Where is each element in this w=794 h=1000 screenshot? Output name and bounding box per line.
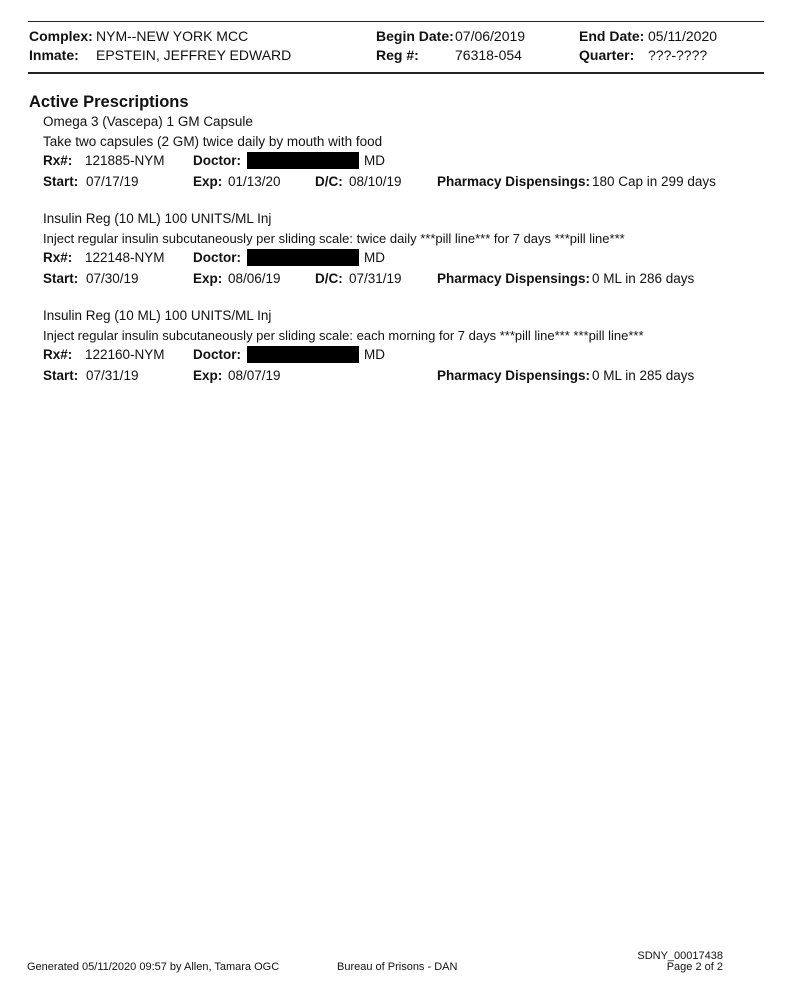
reg-label: Reg #: — [376, 47, 419, 63]
begin-date-value: 07/06/2019 — [455, 28, 526, 44]
inmate-label: Inmate: — [29, 47, 79, 63]
pharmacy-dispensings: 180 Cap in 299 days — [592, 174, 716, 189]
redaction-bar — [247, 346, 359, 363]
inmate-value: EPSTEIN, JEFFREY EDWARD — [96, 47, 292, 63]
doctor-label: Doctor: — [193, 153, 241, 168]
section-title: Active Prescriptions — [29, 93, 189, 111]
start-label: Start: — [43, 368, 79, 383]
sig-instructions: Inject regular insulin subcutaneously per sliding scale: twice daily ***pill line*** for 7 days ***pill line*** — [43, 231, 625, 246]
quarter-label: Quarter: — [579, 47, 635, 63]
dc-label: D/C: — [315, 174, 343, 189]
pharmacy-label: Pharmacy Dispensings: — [437, 174, 591, 189]
header-bottom-rule — [28, 72, 764, 74]
doctor-label: Doctor: — [193, 347, 241, 362]
exp-date: 08/07/19 — [228, 368, 281, 383]
md-label: MD — [364, 250, 385, 265]
exp-label: Exp: — [193, 271, 223, 286]
md-label: MD — [364, 153, 385, 168]
rx-number: 122160-NYM — [85, 347, 165, 362]
pharmacy-label: Pharmacy Dispensings: — [437, 368, 591, 383]
rx-label: Rx#: — [43, 250, 73, 265]
footer-bureau: Bureau of Prisons - DAN — [337, 961, 458, 973]
drug-name: Insulin Reg (10 ML) 100 UNITS/ML Inj — [43, 308, 272, 323]
complex-value: NYM--NEW YORK MCC — [96, 28, 249, 44]
end-date-label: End Date: — [579, 28, 645, 44]
drug-name: Omega 3 (Vascepa) 1 GM Capsule — [43, 114, 253, 129]
end-date-value: 05/11/2020 — [648, 28, 718, 44]
quarter-value: ???-???? — [648, 47, 708, 63]
rx-number: 121885-NYM — [85, 153, 165, 168]
reg-value: 76318-054 — [455, 47, 522, 63]
dc-date: 07/31/19 — [349, 271, 402, 286]
footer-generated: Generated 05/11/2020 09:57 by Allen, Tamara OGC — [27, 961, 280, 973]
sig-instructions: Inject regular insulin subcutaneously per sliding scale: each morning for 7 days ***pill line*** ***pill line*** — [43, 328, 644, 343]
start-date: 07/30/19 — [86, 271, 139, 286]
start-label: Start: — [43, 174, 79, 189]
exp-label: Exp: — [193, 368, 223, 383]
pharmacy-dispensings: 0 ML in 286 days — [592, 271, 695, 286]
exp-date: 08/06/19 — [228, 271, 281, 286]
sig-instructions: Take two capsules (2 GM) twice daily by mouth with food — [43, 134, 383, 149]
drug-name: Insulin Reg (10 ML) 100 UNITS/ML Inj — [43, 211, 272, 226]
rx-label: Rx#: — [43, 153, 73, 168]
header-top-rule — [28, 21, 764, 22]
begin-date-label: Begin Date: — [376, 28, 454, 44]
footer-bates-number: SDNY_00017438 — [637, 950, 723, 962]
pharmacy-dispensings: 0 ML in 285 days — [592, 368, 695, 383]
complex-label: Complex: — [29, 28, 93, 44]
start-date: 07/31/19 — [86, 368, 139, 383]
exp-date: 01/13/20 — [228, 174, 281, 189]
start-date: 07/17/19 — [86, 174, 139, 189]
doctor-label: Doctor: — [193, 250, 241, 265]
redaction-bar — [247, 152, 359, 169]
redaction-bar — [247, 249, 359, 266]
rx-number: 122148-NYM — [85, 250, 165, 265]
pharmacy-label: Pharmacy Dispensings: — [437, 271, 591, 286]
md-label: MD — [364, 347, 385, 362]
rx-label: Rx#: — [43, 347, 73, 362]
exp-label: Exp: — [193, 174, 223, 189]
dc-date: 08/10/19 — [349, 174, 402, 189]
start-label: Start: — [43, 271, 79, 286]
dc-label: D/C: — [315, 271, 343, 286]
footer-page-number: Page 2 of 2 — [666, 961, 723, 973]
